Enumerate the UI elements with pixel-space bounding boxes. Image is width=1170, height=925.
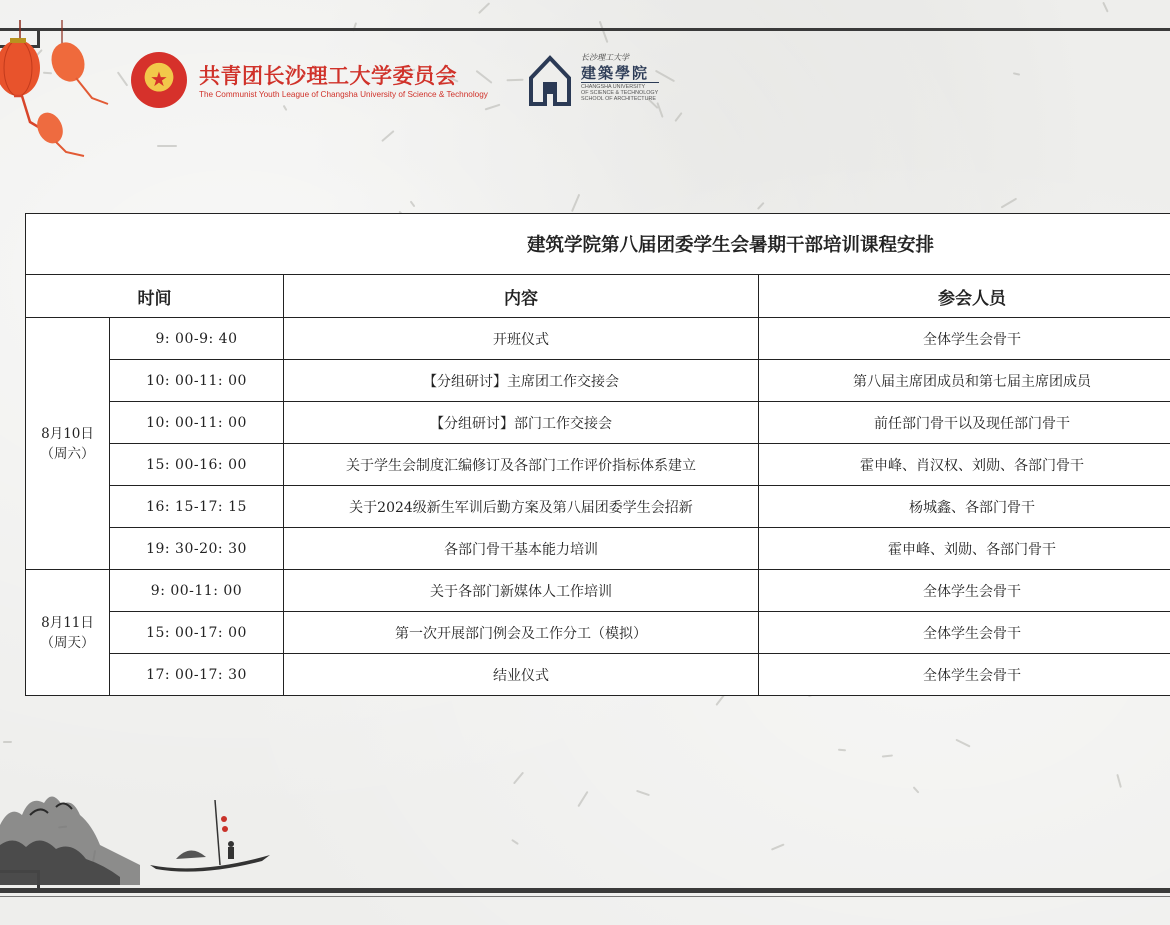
session-time: 10: 00-11: 00 (110, 402, 284, 444)
session-attendees: 杨城鑫、各部门骨干 (759, 486, 1170, 528)
frame-top-border (0, 28, 1170, 31)
paper-fleck (157, 145, 177, 147)
session-time: 16: 15-17: 15 (110, 486, 284, 528)
session-attendees: 第八届主席团成员和第七届主席团成员 (759, 360, 1170, 402)
date-cell-day1 (26, 318, 110, 570)
session-time: 9: 00-9: 40 (110, 318, 284, 360)
session-attendees: 全体学生会骨干 (759, 570, 1170, 612)
school-en-line: OF SCIENCE & TECHNOLOGY (581, 90, 659, 97)
header-attendees: 参会人员 (759, 275, 1170, 318)
league-name: 共青团长沙理工大学委员会 (199, 64, 457, 88)
table-row (26, 570, 1170, 612)
paper-fleck (507, 78, 524, 80)
session-attendees: 全体学生会骨干 (759, 612, 1170, 654)
school-en-line: SCHOOL OF ARCHITECTURE (581, 96, 656, 103)
boat-landscape-icon (0, 785, 290, 890)
session-time: 19: 30-20: 30 (110, 528, 284, 570)
table-row (26, 318, 1170, 360)
session-attendees: 全体学生会骨干 (759, 318, 1170, 360)
session-attendees: 霍申峰、刘勋、各部门骨干 (759, 528, 1170, 570)
date-cell-day2 (26, 570, 110, 696)
league-emblem-icon: ★ (131, 52, 187, 108)
session-time: 10: 00-11: 00 (110, 360, 284, 402)
table-row (26, 402, 1170, 444)
header-content: 内容 (284, 275, 759, 318)
schedule-title: 建筑学院第八届团委学生会暑期干部培训课程安排 (26, 214, 1170, 275)
session-content: 【分组研讨】主席团工作交接会 (284, 360, 759, 402)
session-content: 关于学生会制度汇编修订及各部门工作评价指标体系建立 (284, 444, 759, 486)
frame-bottom-line (0, 896, 1170, 897)
weekday-label: （周天） (40, 634, 95, 651)
paper-fleck (3, 741, 12, 743)
session-time: 17: 00-17: 30 (110, 654, 284, 696)
session-content: 第一次开展部门例会及工作分工（模拟） (284, 612, 759, 654)
school-en-line: CHANGSHA UNIVERSITY (581, 84, 646, 90)
weekday-label: （周六） (40, 445, 95, 462)
table-row (26, 654, 1170, 696)
session-content: 关于各部门新媒体人工作培训 (284, 570, 759, 612)
header-time: 时间 (26, 275, 284, 318)
league-name-en: The Communist Youth League of Changsha University of Science & Technology (199, 90, 488, 99)
school-name: 建築學院 (581, 64, 650, 82)
session-attendees: 全体学生会骨干 (759, 654, 1170, 696)
session-attendees: 前任部门骨干以及现任部门骨干 (759, 402, 1170, 444)
date-label: 8月10日 (41, 425, 94, 442)
session-time: 9: 00-11: 00 (110, 570, 284, 612)
date-label: 8月11日 (41, 614, 94, 631)
school-name-underline (581, 82, 659, 83)
session-content: 各部门骨干基本能力培训 (284, 528, 759, 570)
session-time: 15: 00-16: 00 (110, 444, 284, 486)
table-row (26, 444, 1170, 486)
session-content: 结业仪式 (284, 654, 759, 696)
table-row (26, 486, 1170, 528)
table-row (26, 360, 1170, 402)
session-content: 开班仪式 (284, 318, 759, 360)
table-row (26, 528, 1170, 570)
session-attendees: 霍申峰、肖汉权、刘勋、各部门骨干 (759, 444, 1170, 486)
school-logo-icon (529, 54, 571, 108)
lantern-icon (0, 20, 120, 160)
school-name-en (581, 84, 658, 103)
session-time: 15: 00-17: 00 (110, 612, 284, 654)
table-row (26, 612, 1170, 654)
session-content: 关于2024级新生军训后勤方案及第八届团委学生会招新 (284, 486, 759, 528)
school-small-name: 长沙理工大学 (581, 53, 629, 62)
session-content: 【分组研讨】部门工作交接会 (284, 402, 759, 444)
schedule-table (25, 213, 1170, 696)
